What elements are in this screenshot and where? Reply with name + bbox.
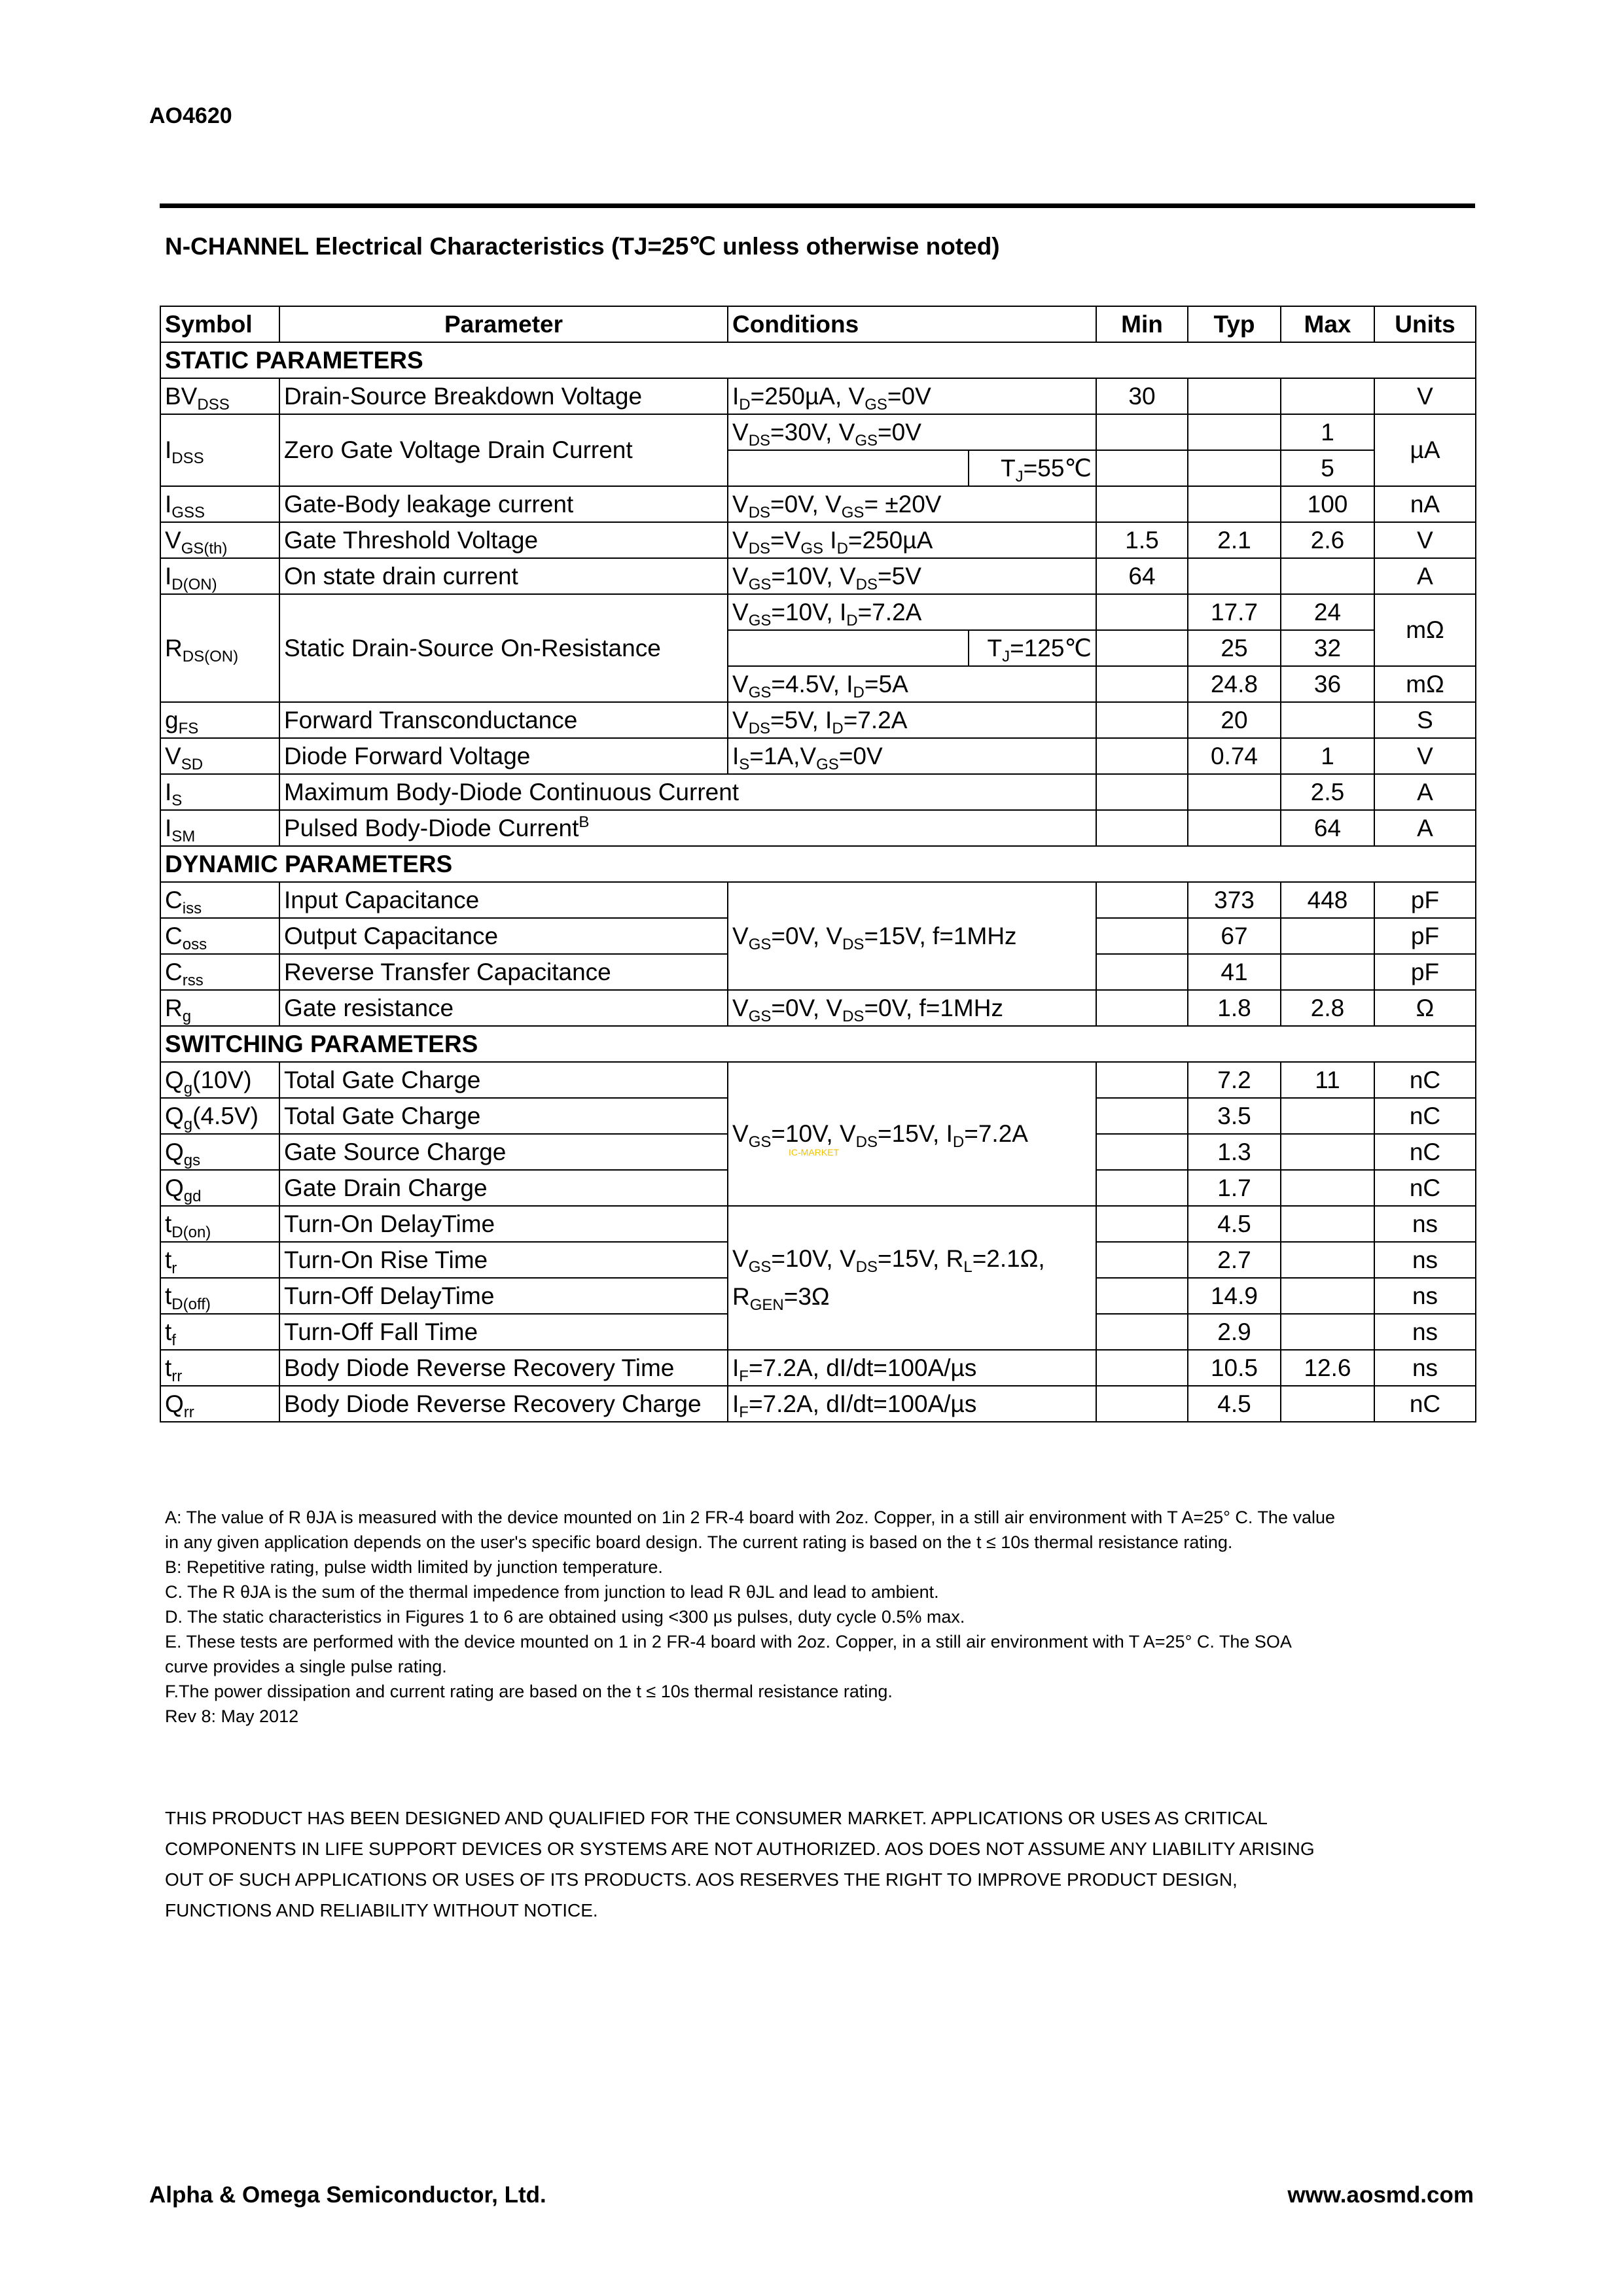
min-cell bbox=[1096, 918, 1188, 954]
max-cell: 2.8 bbox=[1281, 990, 1374, 1026]
footnote-line: C. The R θJA is the sum of the thermal impedence from junction to lead R θJL and lead to ambient. bbox=[165, 1582, 939, 1602]
min-cell bbox=[1096, 1350, 1188, 1386]
max-cell bbox=[1281, 378, 1374, 414]
parameter-cell: Gate Source Charge bbox=[279, 1134, 728, 1170]
max-cell bbox=[1281, 1098, 1374, 1134]
min-cell: 64 bbox=[1096, 558, 1188, 594]
conditions-cell: $V_{GS}=10V$, $I_D=7.2A$ bbox=[728, 594, 1096, 630]
units-cell: A bbox=[1374, 810, 1476, 846]
max-cell bbox=[1281, 954, 1374, 990]
symbol-cell: $Q_{gs}$ bbox=[160, 1134, 279, 1170]
footnote-line: A: The value of R θJA is measured with the device mounted on 1in 2 FR-4 board with 2oz. Copper, in a still air environment with T A=25° C. The value bbox=[165, 1508, 1336, 1527]
units-cell: nC bbox=[1374, 1170, 1476, 1206]
parameter-cell: Reverse Transfer Capacitance bbox=[279, 954, 728, 990]
website-link[interactable]: www.aosmd.com bbox=[1287, 2182, 1474, 2208]
section-switching: SWITCHING PARAMETERS bbox=[160, 1026, 1476, 1062]
min-cell bbox=[1096, 1314, 1188, 1350]
min-cell bbox=[1096, 954, 1188, 990]
min-cell bbox=[1096, 774, 1188, 810]
typ-cell: 2.7 bbox=[1188, 1242, 1281, 1278]
parameter-cell: Turn-Off DelayTime bbox=[279, 1278, 728, 1314]
section-title: N-CHANNEL Electrical Characteristics (TJ=25℃ unless otherwise noted) bbox=[165, 233, 1000, 260]
typ-cell: 20 bbox=[1188, 702, 1281, 738]
max-cell bbox=[1281, 1134, 1374, 1170]
symbol-cell: $t_{D(off)}$ bbox=[160, 1278, 279, 1314]
max-cell: 36 bbox=[1281, 666, 1374, 702]
parameter-cell: Turn-On DelayTime bbox=[279, 1206, 728, 1242]
units-cell: nC bbox=[1374, 1134, 1476, 1170]
company-name: Alpha & Omega Semiconductor, Ltd. bbox=[149, 2182, 546, 2208]
table-row bbox=[160, 990, 1476, 1026]
typ-cell bbox=[1188, 414, 1281, 450]
min-cell bbox=[1096, 882, 1188, 918]
parameter-cell: Diode Forward Voltage bbox=[279, 738, 728, 774]
table-row bbox=[160, 738, 1476, 774]
typ-cell bbox=[1188, 558, 1281, 594]
units-cell: nA bbox=[1374, 486, 1476, 522]
symbol-cell: $C_{oss}$ bbox=[160, 918, 279, 954]
conditions-cell: $V_{DS}=0V$, $V_{GS}= \pm 20V$ bbox=[728, 486, 1096, 522]
conditions-spacer bbox=[728, 450, 969, 486]
min-cell bbox=[1096, 1206, 1188, 1242]
parameter-cell bbox=[279, 810, 1096, 846]
symbol-cell: $BV_{DSS}$ bbox=[160, 378, 279, 414]
min-cell: 1.5 bbox=[1096, 522, 1188, 558]
units-cell: pF bbox=[1374, 954, 1476, 990]
parameter-cell: Zero Gate Voltage Drain Current bbox=[279, 414, 728, 486]
typ-cell: 1.3 bbox=[1188, 1134, 1281, 1170]
conditions-cell: $V_{DS}=30V$, $V_{GS}=0V$ bbox=[728, 414, 1096, 450]
symbol-cell: $C_{rss}$ bbox=[160, 954, 279, 990]
conditions-cell: $V_{DS}=5V$, $I_D=7.2A$ bbox=[728, 702, 1096, 738]
table-row bbox=[160, 1386, 1476, 1422]
symbol-cell: $R_{DS(ON)}$ bbox=[160, 594, 279, 702]
parameter-cell: Body Diode Reverse Recovery Time bbox=[279, 1350, 728, 1386]
header-conditions: Conditions bbox=[728, 306, 1096, 342]
table-header-row bbox=[160, 306, 1476, 342]
conditions-cell: $I_F=7.2A$, dI/dt=100A/µs bbox=[728, 1350, 1096, 1386]
units-cell: ns bbox=[1374, 1350, 1476, 1386]
units-cell: V bbox=[1374, 738, 1476, 774]
units-cell: V bbox=[1374, 378, 1476, 414]
conditions-cell: $V_{DS}=V_{GS}$ $I_D=250\mu A$ bbox=[728, 522, 1096, 558]
max-cell: 64 bbox=[1281, 810, 1374, 846]
footnote-line: curve provides a single pulse rating. bbox=[165, 1657, 447, 1676]
parameter-cell: Turn-On Rise Time bbox=[279, 1242, 728, 1278]
typ-cell: 373 bbox=[1188, 882, 1281, 918]
footnote-line: in any given application depends on the user's specific board design. The current rating is based on the t ≤ 10s thermal resistance rating. bbox=[165, 1532, 1233, 1552]
table-row bbox=[160, 522, 1476, 558]
max-cell bbox=[1281, 1386, 1374, 1422]
parameter-cell: Body Diode Reverse Recovery Charge bbox=[279, 1386, 728, 1422]
conditions-cell: $I_S=1A,V_{GS}=0V$ bbox=[728, 738, 1096, 774]
typ-cell: 3.5 bbox=[1188, 1098, 1281, 1134]
min-cell bbox=[1096, 1242, 1188, 1278]
min-cell bbox=[1096, 1386, 1188, 1422]
footnote-line: B: Repetitive rating, pulse width limited by junction temperature. bbox=[165, 1557, 663, 1577]
units-cell: nC bbox=[1374, 1062, 1476, 1098]
table-row bbox=[160, 558, 1476, 594]
max-cell: 1 bbox=[1281, 414, 1374, 450]
typ-cell: 1.8 bbox=[1188, 990, 1281, 1026]
min-cell bbox=[1096, 1134, 1188, 1170]
typ-cell: 4.5 bbox=[1188, 1386, 1281, 1422]
symbol-cell: $t_f$ bbox=[160, 1314, 279, 1350]
typ-cell: 25 bbox=[1188, 630, 1281, 666]
parameter-cell: Total Gate Charge bbox=[279, 1062, 728, 1098]
max-cell bbox=[1281, 1242, 1374, 1278]
typ-cell: 4.5 bbox=[1188, 1206, 1281, 1242]
typ-cell: 41 bbox=[1188, 954, 1281, 990]
header-typ: Typ bbox=[1188, 306, 1281, 342]
typ-cell: 14.9 bbox=[1188, 1278, 1281, 1314]
symbol-cell: $t_r$ bbox=[160, 1242, 279, 1278]
max-cell: 5 bbox=[1281, 450, 1374, 486]
table-row bbox=[160, 414, 1476, 450]
units-cell: A bbox=[1374, 558, 1476, 594]
min-cell bbox=[1096, 1278, 1188, 1314]
conditions-cell: $V_{GS}=10V$, $V_{DS}=15V$, $I_D=7.2A$ bbox=[728, 1062, 1096, 1206]
parameter-text: Pulsed Body-Diode Current bbox=[284, 814, 579, 841]
disclaimer-line: THIS PRODUCT HAS BEEN DESIGNED AND QUALIFIED FOR THE CONSUMER MARKET. APPLICATIONS OR USES AS CRITICAL bbox=[165, 1808, 1268, 1828]
revision-note: Rev 8: May 2012 bbox=[165, 1706, 299, 1726]
conditions-cell: $V_{GS}=0V$, $V_{DS}=15V$, f=1MHz bbox=[728, 882, 1096, 990]
parameter-cell: Gate resistance bbox=[279, 990, 728, 1026]
symbol-cell: $C_{iss}$ bbox=[160, 882, 279, 918]
disclaimer-line: COMPONENTS IN LIFE SUPPORT DEVICES OR SYSTEMS ARE NOT AUTHORIZED. AOS DOES NOT ASSUME ANY LIABILITY ARISING bbox=[165, 1839, 1315, 1859]
parameter-cell: Output Capacitance bbox=[279, 918, 728, 954]
typ-cell: 17.7 bbox=[1188, 594, 1281, 630]
max-cell: 448 bbox=[1281, 882, 1374, 918]
min-cell bbox=[1096, 1098, 1188, 1134]
typ-cell bbox=[1188, 378, 1281, 414]
header-max: Max bbox=[1281, 306, 1374, 342]
table-row bbox=[160, 486, 1476, 522]
conditions-cell: $V_{GS}=4.5V$, $I_D=5A$ bbox=[728, 666, 1096, 702]
min-cell bbox=[1096, 594, 1188, 630]
units-cell: pF bbox=[1374, 882, 1476, 918]
max-cell: 24 bbox=[1281, 594, 1374, 630]
typ-cell: 7.2 bbox=[1188, 1062, 1281, 1098]
parameter-cell: Forward Transconductance bbox=[279, 702, 728, 738]
max-cell bbox=[1281, 918, 1374, 954]
min-cell bbox=[1096, 702, 1188, 738]
section-static: STATIC PARAMETERS bbox=[160, 342, 1476, 378]
symbol-cell: $Q_{gd}$ bbox=[160, 1170, 279, 1206]
footnote-line: F.The power dissipation and current rating are based on the t ≤ 10s thermal resistance rating. bbox=[165, 1682, 893, 1701]
conditions-cell: $V_{GS}=10V$, $V_{DS}=15V$, $R_L=2.1\Omega$, $R_{GEN}=3\Omega$ bbox=[728, 1206, 1096, 1350]
units-cell: mΩ bbox=[1374, 666, 1476, 702]
conditions-cell: $I_F=7.2A$, dI/dt=100A/µs bbox=[728, 1386, 1096, 1422]
symbol-cell: $I_{DSS}$ bbox=[160, 414, 279, 486]
min-cell bbox=[1096, 738, 1188, 774]
conditions-cell: $I_D=250\mu A$, $V_{GS}=0V$ bbox=[728, 378, 1096, 414]
table-row bbox=[160, 882, 1476, 918]
units-cell: pF bbox=[1374, 918, 1476, 954]
parameter-cell: Drain-Source Breakdown Voltage bbox=[279, 378, 728, 414]
max-cell bbox=[1281, 1170, 1374, 1206]
footnote-line: E. These tests are performed with the device mounted on 1 in 2 FR-4 board with 2oz. Copper, in a still air environment with T A=25° C. The SOA bbox=[165, 1632, 1292, 1651]
symbol-cell: $t_{rr}$ bbox=[160, 1350, 279, 1386]
min-cell bbox=[1096, 630, 1188, 666]
disclaimer bbox=[165, 1803, 1474, 1926]
units-cell: V bbox=[1374, 522, 1476, 558]
typ-cell bbox=[1188, 810, 1281, 846]
parameter-cell: Turn-Off Fall Time bbox=[279, 1314, 728, 1350]
symbol-cell: $I_{SM}$ bbox=[160, 810, 279, 846]
max-cell bbox=[1281, 1314, 1374, 1350]
max-cell bbox=[1281, 702, 1374, 738]
typ-cell: 2.9 bbox=[1188, 1314, 1281, 1350]
section-dynamic: DYNAMIC PARAMETERS bbox=[160, 846, 1476, 882]
min-cell bbox=[1096, 450, 1188, 486]
header-symbol: Symbol bbox=[160, 306, 279, 342]
typ-cell bbox=[1188, 450, 1281, 486]
conditions-cell: $T_J=55℃$ bbox=[969, 450, 1096, 486]
symbol-cell: $I_{D(ON)}$ bbox=[160, 558, 279, 594]
max-cell: 1 bbox=[1281, 738, 1374, 774]
table-row bbox=[160, 594, 1476, 630]
max-cell: 100 bbox=[1281, 486, 1374, 522]
units-cell: nC bbox=[1374, 1386, 1476, 1422]
symbol-cell: $Q_g(4.5V)$ bbox=[160, 1098, 279, 1134]
units-cell: S bbox=[1374, 702, 1476, 738]
parameter-cell: Input Capacitance bbox=[279, 882, 728, 918]
conditions-cell: $T_J=125℃$ bbox=[969, 630, 1096, 666]
disclaimer-line: FUNCTIONS AND RELIABILITY WITHOUT NOTICE. bbox=[165, 1900, 598, 1920]
max-cell: 2.5 bbox=[1281, 774, 1374, 810]
units-cell: A bbox=[1374, 774, 1476, 810]
table-row bbox=[160, 774, 1476, 810]
parameter-cell: Gate Drain Charge bbox=[279, 1170, 728, 1206]
disclaimer-line: OUT OF SUCH APPLICATIONS OR USES OF ITS PRODUCTS. AOS RESERVES THE RIGHT TO IMPROVE PRODUCT DESIGN, bbox=[165, 1869, 1238, 1890]
units-cell: ns bbox=[1374, 1278, 1476, 1314]
max-cell: 11 bbox=[1281, 1062, 1374, 1098]
conditions-cell: $V_{GS}=0V$, $V_{DS}=0V$, f=1MHz bbox=[728, 990, 1096, 1026]
symbol-cell: $Q_{rr}$ bbox=[160, 1386, 279, 1422]
min-cell bbox=[1096, 414, 1188, 450]
symbol-cell: $I_S$ bbox=[160, 774, 279, 810]
min-cell bbox=[1096, 1062, 1188, 1098]
typ-cell: 67 bbox=[1188, 918, 1281, 954]
part-number: AO4620 bbox=[149, 103, 232, 128]
units-cell: mΩ bbox=[1374, 594, 1476, 666]
table-row bbox=[160, 1206, 1476, 1242]
parameter-cell: Maximum Body-Diode Continuous Current bbox=[279, 774, 1096, 810]
header-parameter: Parameter bbox=[279, 306, 728, 342]
header-units: Units bbox=[1374, 306, 1476, 342]
footnote-marker: B bbox=[579, 813, 590, 831]
header-min: Min bbox=[1096, 306, 1188, 342]
max-cell bbox=[1281, 1278, 1374, 1314]
symbol-cell: $V_{SD}$ bbox=[160, 738, 279, 774]
symbol-cell: $V_{GS(th)}$ bbox=[160, 522, 279, 558]
symbol-cell: $t_{D(on)}$ bbox=[160, 1206, 279, 1242]
min-cell bbox=[1096, 666, 1188, 702]
units-cell: nC bbox=[1374, 1098, 1476, 1134]
table-row bbox=[160, 378, 1476, 414]
typ-cell bbox=[1188, 486, 1281, 522]
footnotes bbox=[165, 1505, 1474, 1729]
electrical-characteristics-table bbox=[160, 306, 1476, 1422]
parameter-cell: Static Drain-Source On-Resistance bbox=[279, 594, 728, 702]
max-cell: 12.6 bbox=[1281, 1350, 1374, 1386]
units-cell: µA bbox=[1374, 414, 1476, 486]
symbol-cell: $I_{GSS}$ bbox=[160, 486, 279, 522]
conditions-spacer bbox=[728, 630, 969, 666]
typ-cell: 24.8 bbox=[1188, 666, 1281, 702]
units-cell: ns bbox=[1374, 1242, 1476, 1278]
max-cell: 2.6 bbox=[1281, 522, 1374, 558]
header-rule bbox=[160, 203, 1475, 208]
symbol-cell: $Q_g(10V)$ bbox=[160, 1062, 279, 1098]
conditions-cell: $V_{GS}=10V$, $V_{DS}=5V$ bbox=[728, 558, 1096, 594]
typ-cell: 2.1 bbox=[1188, 522, 1281, 558]
footnote-line: D. The static characteristics in Figures 1 to 6 are obtained using <300 µs pulses, duty cycle 0.5% max. bbox=[165, 1607, 965, 1627]
min-cell bbox=[1096, 486, 1188, 522]
max-cell bbox=[1281, 558, 1374, 594]
watermark: IC-MARKET bbox=[789, 1147, 839, 1157]
units-cell: ns bbox=[1374, 1314, 1476, 1350]
symbol-cell: $g_{FS}$ bbox=[160, 702, 279, 738]
units-cell: ns bbox=[1374, 1206, 1476, 1242]
min-cell bbox=[1096, 990, 1188, 1026]
parameter-cell: Gate Threshold Voltage bbox=[279, 522, 728, 558]
table-row bbox=[160, 1350, 1476, 1386]
max-cell bbox=[1281, 1206, 1374, 1242]
min-cell: 30 bbox=[1096, 378, 1188, 414]
min-cell bbox=[1096, 810, 1188, 846]
units-cell: Ω bbox=[1374, 990, 1476, 1026]
parameter-cell: On state drain current bbox=[279, 558, 728, 594]
typ-cell: 10.5 bbox=[1188, 1350, 1281, 1386]
typ-cell bbox=[1188, 774, 1281, 810]
table-row bbox=[160, 702, 1476, 738]
parameter-cell: Gate-Body leakage current bbox=[279, 486, 728, 522]
typ-cell: 1.7 bbox=[1188, 1170, 1281, 1206]
max-cell: 32 bbox=[1281, 630, 1374, 666]
symbol-cell: $R_g$ bbox=[160, 990, 279, 1026]
table-row bbox=[160, 810, 1476, 846]
table-row bbox=[160, 1062, 1476, 1098]
typ-cell: 0.74 bbox=[1188, 738, 1281, 774]
parameter-cell: Total Gate Charge bbox=[279, 1098, 728, 1134]
min-cell bbox=[1096, 1170, 1188, 1206]
